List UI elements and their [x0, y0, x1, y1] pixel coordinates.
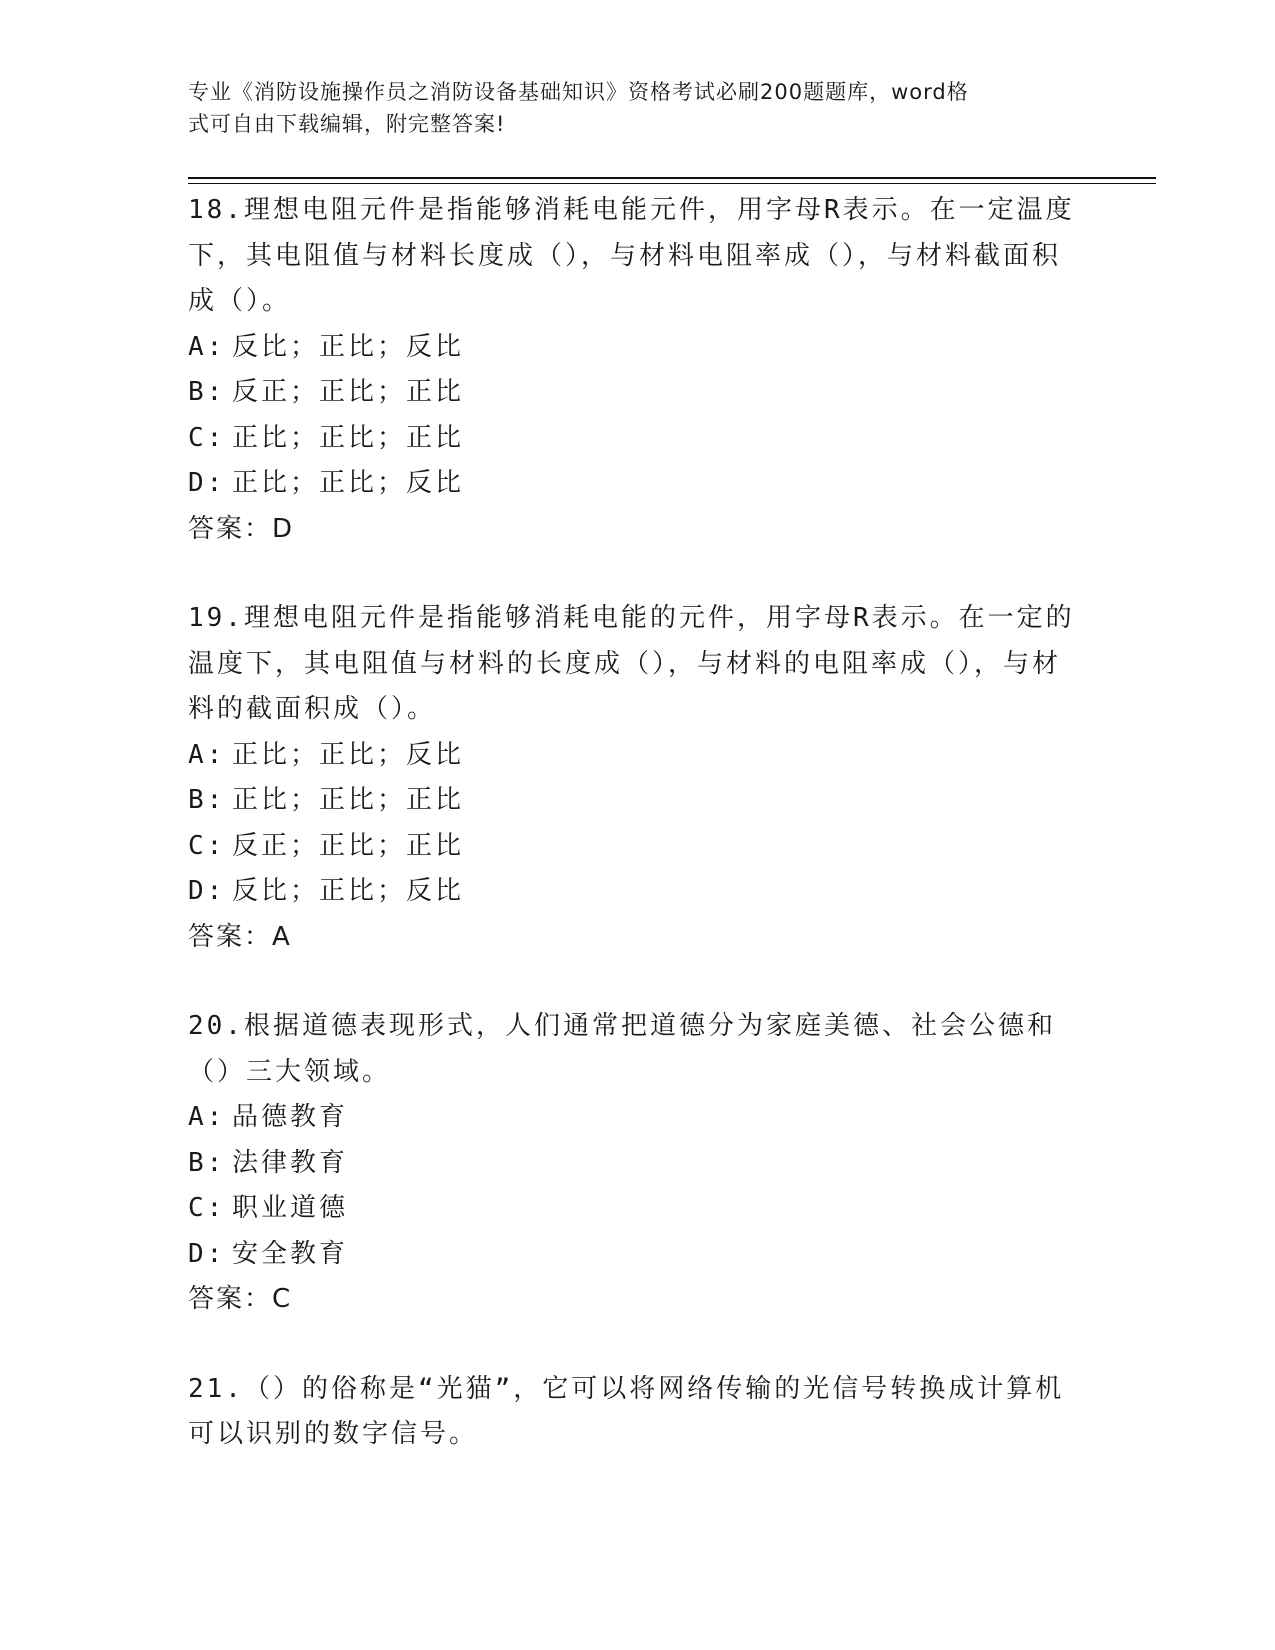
- option-letter: A:: [188, 331, 226, 362]
- question-text: 20.根据道德表现形式，人们通常把道德分为家庭美德、社会公德和（）三大领域。: [188, 1011, 1056, 1087]
- option-letter: B:: [188, 1147, 226, 1178]
- option-c: [188, 416, 1088, 462]
- document-header: [188, 76, 1068, 140]
- answer-line: 答案：C: [188, 1284, 293, 1314]
- option-text: 反比；正比；反比: [232, 331, 465, 362]
- option-text: 正比；正比；反比: [232, 739, 465, 770]
- option-letter: B:: [188, 377, 226, 407]
- option-b: [188, 1141, 1088, 1187]
- option-text: 正比；正比；正比: [232, 422, 465, 453]
- option-text: 反比；正比；反比: [232, 876, 465, 906]
- option-letter: D:: [188, 1238, 226, 1269]
- option-text: 安全教育: [232, 1238, 349, 1269]
- option-d: [188, 1232, 1088, 1278]
- answer-line: 答案：D: [188, 513, 295, 544]
- header-line-1: 专业《消防设施操作员之消防设备基础知识》资格考试必刷200题题库，word格: [188, 80, 969, 104]
- option-text: 品德教育: [232, 1102, 349, 1132]
- header-divider-thick: [188, 177, 1156, 179]
- option-a: [188, 325, 1088, 371]
- option-letter: D:: [188, 876, 226, 906]
- option-d: [188, 461, 1088, 507]
- option-letter: C:: [188, 830, 226, 861]
- option-b: [188, 370, 1088, 416]
- question-list: [188, 188, 1088, 1502]
- question-18: [188, 188, 1088, 552]
- option-text: 职业道德: [232, 1193, 349, 1223]
- question-text: 21.（）的俗称是“光猫”，它可以将网络传输的光信号转换成计算机可以识别的数字信号。: [188, 1373, 1065, 1449]
- option-a: [188, 1095, 1088, 1141]
- option-letter: D:: [188, 468, 226, 498]
- option-text: 正比；正比；反比: [232, 468, 465, 498]
- question-19: [188, 596, 1088, 960]
- option-text: 法律教育: [232, 1147, 349, 1178]
- option-b: [188, 778, 1088, 824]
- header-divider-thin: [188, 183, 1156, 184]
- option-c: [188, 824, 1088, 870]
- option-letter: B:: [188, 785, 226, 815]
- question-20: [188, 1004, 1088, 1323]
- option-text: 反正；正比；正比: [232, 830, 465, 861]
- option-text: 反正；正比；正比: [232, 377, 465, 407]
- option-letter: C:: [188, 422, 226, 453]
- question-text: 18.理想电阻元件是指能够消耗电能元件，用字母R表示。在一定温度下，其电阻值与材料长度成（），与材料电阻率成（），与材料截面积成（）。: [188, 195, 1075, 316]
- header-line-2: 式可自由下载编辑，附完整答案!: [188, 112, 506, 136]
- option-letter: A:: [188, 739, 226, 770]
- option-d: [188, 869, 1088, 915]
- option-text: 正比；正比；正比: [232, 785, 465, 815]
- answer-line: 答案：A: [188, 921, 292, 952]
- option-letter: C:: [188, 1193, 226, 1223]
- question-text: 19.理想电阻元件是指能够消耗电能的元件，用字母R表示。在一定的温度下，其电阻值与材料的长度成（），与材料的电阻率成（），与材料的截面积成（）。: [188, 603, 1075, 724]
- option-c: [188, 1186, 1088, 1232]
- question-21: [188, 1367, 1088, 1458]
- option-letter: A:: [188, 1102, 226, 1132]
- option-a: [188, 733, 1088, 779]
